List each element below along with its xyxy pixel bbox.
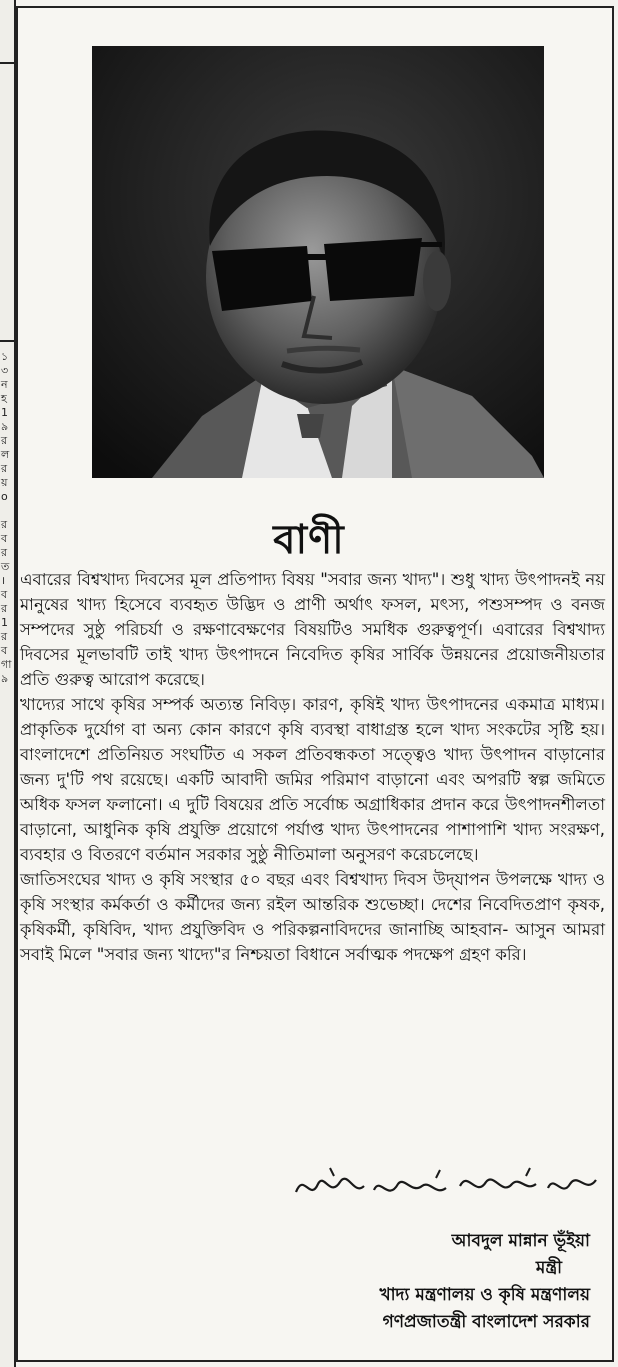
adjacent-column-strip — [0, 0, 16, 1367]
message-body — [20, 567, 605, 967]
signer-ministry: খাদ্য মন্ত্রণালয় ও কৃষি মন্ত্রণালয় — [379, 1285, 590, 1305]
message-paragraph-3: জাতিসংঘের খাদ্য ও কৃষি সংস্থার ৫০ বছর এবং বিশ্বখাদ্য দিবস উদ্‌যাপন উপলক্ষে খাদ্য ও কৃষি সংস্থার কর্মকর্তা ও কর্মীদের জন্য রইল আন্তরিক শুভেচ্ছা। দেশের নিবেদিতপ্রাণ কৃষক, কৃষিকর্মী, কৃষিবিদ, খাদ্য প্রযুক্তিবিদ ও পরিকল্পনাবিদদের জানাচ্ছি আহবান- আসুন আমরা সবাই মিলে "সবার জন্য খাদ্যে"র নিশ্চয়তা বিধানে সর্বাত্মক পদক্ষেপ গ্রহণ করি। — [20, 870, 605, 964]
column-divider — [0, 340, 14, 342]
signer-title: মন্ত্রী — [535, 1258, 562, 1278]
message-paragraph-2: খাদ্যের সাথে কৃষির সম্পর্ক অত্যন্ত নিবিড়। কারণ, কৃষিই খাদ্য উৎপাদনের একমাত্র মাধ্যম। প্রাকৃতিক দুর্যোগ বা অন্য কোন কারণে কৃষি ব্যবস্থা বাধাগ্রস্ত হলে খাদ্য সংকটের সৃষ্টি হয়। বাংলাদেশে প্রতিনিয়ত সংঘটিত এ সকল প্রতিবন্ধকতা সত্ত্বেও খাদ্য উৎপাদন বাড়ানোর জন্য দু'টি পথ রয়েছে। একটি আবাদী জমির পরিমাণ বাড়ানো এবং অপরটি স্বল্প জমিতে অধিক ফসল ফলানো। এ দুটি বিষয়ের প্রতি সর্বোচ্চ অগ্রাধিকার প্রদান করে উৎপাদনশীলতা বাড়ানো, আধুনিক কৃষি প্রযুক্তি প্রয়োগে পর্যাপ্ত খাদ্য উৎপাদনের পাশাপাশি খাদ্য সংরক্ষণ, ব্যবহার ও বিতরণে বর্তমান সরকার সুষ্ঠু নীতিমালা অনুসরণ করেচলেছে। — [20, 695, 605, 864]
signer-name: আবদুল মান্নান ভূঁইয়া — [451, 1231, 590, 1251]
message-paragraph-1: এবারের বিশ্বখাদ্য দিবসের মূল প্রতিপাদ্য বিষয় "সবার জন্য খাদ্য"। শুধু খাদ্য উৎপাদনই নয় মানুষের খাদ্য হিসেবে ব্যবহৃত উদ্ভিদ ও প্রাণী অর্থাৎ ফসল, মৎস্য, পশুসম্পদ ও বনজ সম্পদের সুষ্ঠু পরিচর্যা ও রক্ষণাবেক্ষণের বিষয়টিও সমধিক গুরুত্বপূর্ণ। এবারের বিশ্বখাদ্য দিবসের মূলভাবটি তাই খাদ্য উৎপাদনে নিবেদিত কৃষির সার্বিক উন্নয়নের প্রয়োজনীয়তার প্রতি গুরুত্ব আরোপ করেছে। — [20, 570, 605, 689]
portrait-image — [92, 46, 544, 478]
signer-government: গণপ্রজাতন্ত্রী বাংলাদেশ সরকার — [382, 1312, 590, 1332]
handwritten-signature — [290, 1162, 618, 1212]
message-heading: বাণী — [273, 517, 345, 563]
adjacent-column-text: ১ ৩ ন হ 1 ৯ র ল র য় o র ব র ত । ব র 1 র ব গা ৯ — [1, 350, 12, 685]
column-divider — [0, 62, 14, 64]
signer-block — [290, 1228, 590, 1336]
portrait-photo — [92, 46, 544, 478]
